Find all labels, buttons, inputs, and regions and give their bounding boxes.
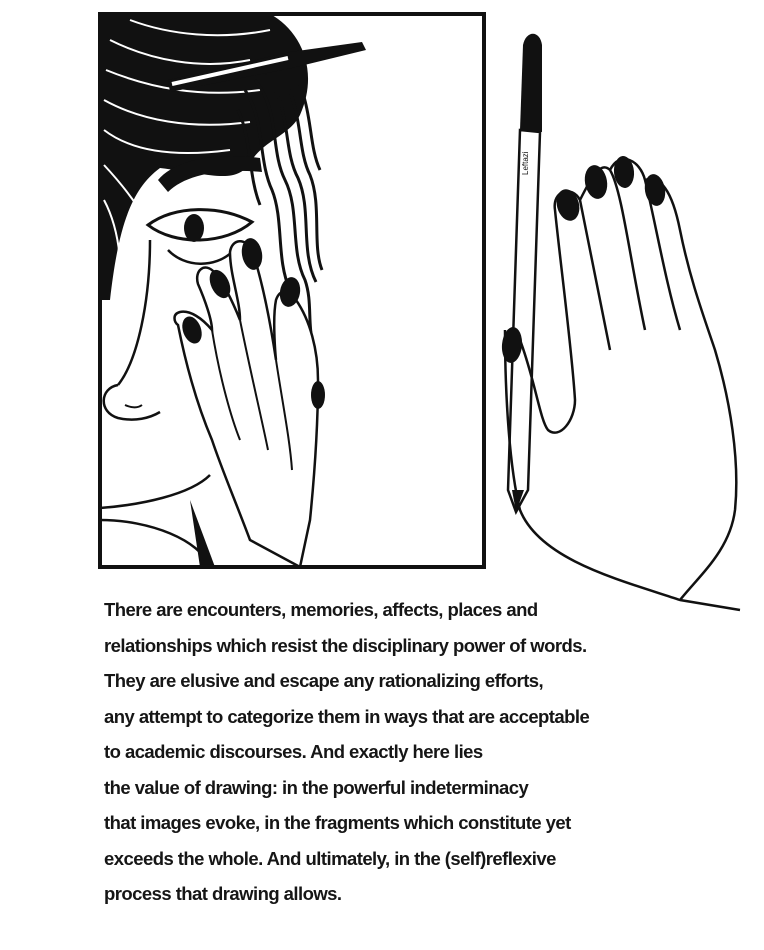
caption-line: They are elusive and escape any rationalizing efforts, [104, 670, 544, 691]
caption-line: relationships which resist the disciplinary power of words. [104, 634, 587, 656]
hand-with-pencil [500, 34, 740, 610]
caption-line: to academic discourses. And exactly here lies [104, 741, 483, 762]
caption-paragraph [104, 597, 724, 917]
framed-drawing [100, 14, 366, 567]
caption-line: any attempt to categorize them in ways that are acceptable [104, 705, 590, 727]
caption-line: the value of drawing: in the powerful indeterminacy [104, 776, 529, 798]
caption-line: exceeds the whole. And ultimately, in the (self)reflexive [104, 847, 556, 869]
caption-line: that images evoke, in the fragments which constitute yet [104, 812, 571, 833]
nose [104, 385, 160, 420]
caption-line: There are encounters, memories, affects, places and [104, 599, 538, 620]
pencil [508, 130, 540, 512]
caption-line: process that drawing allows. [104, 883, 342, 904]
pencil-label: Leftazi [521, 151, 530, 175]
